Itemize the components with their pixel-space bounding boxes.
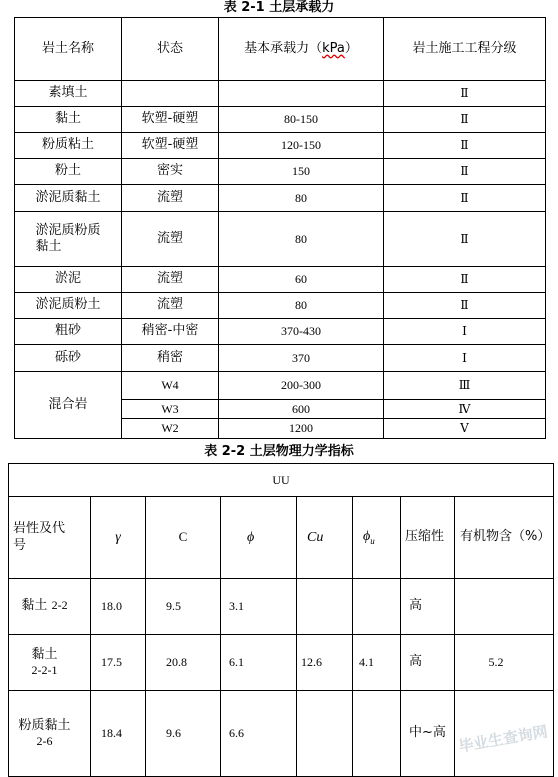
- cell-cu: 12.6: [297, 635, 353, 691]
- cell-state: 稍密-中密: [122, 319, 219, 345]
- header-gamma: [91, 497, 146, 579]
- phi-symbol: ϕ: [247, 529, 255, 545]
- cell-gamma: 17.5: [91, 635, 146, 691]
- cell-state: 稍密: [122, 345, 219, 372]
- table-row: [15, 372, 546, 400]
- header-bearing-capacity-label: 基本承载力（: [244, 40, 323, 56]
- cell-c: 20.8: [146, 635, 221, 691]
- cell-state: 流塑: [122, 267, 219, 293]
- header-phi-u: [353, 497, 401, 579]
- table-row: [15, 212, 546, 267]
- cell-phi: 3.1: [221, 579, 297, 635]
- cell-phi-u: [353, 691, 401, 777]
- table-row: [15, 267, 546, 293]
- header-state: 状态: [122, 18, 219, 81]
- phi-u-symbol: [363, 529, 375, 544]
- phi-u-subscript: u: [370, 535, 375, 546]
- cell-compressibility: 高: [401, 635, 455, 691]
- cell-grade: Ⅲ: [384, 372, 546, 400]
- cell-grade: Ⅱ: [384, 133, 546, 159]
- cell-capacity: 600: [219, 400, 384, 419]
- cell-cu: [297, 579, 353, 635]
- cell-capacity: 80-150: [219, 107, 384, 133]
- cell-phi: 6.6: [221, 691, 297, 777]
- table-row: [15, 293, 546, 319]
- cell-phi-u: 4.1: [353, 635, 401, 691]
- cell-grade: Ⅴ: [384, 419, 546, 439]
- table-header-row: [15, 18, 546, 81]
- table-row: [9, 579, 554, 635]
- cell-grade: Ⅰ: [384, 345, 546, 372]
- cell-organic-content: [455, 579, 554, 635]
- physical-mechanical-index-table: [8, 463, 554, 777]
- cell-organic-content: 5.2: [455, 635, 554, 691]
- cell-capacity: [219, 81, 384, 107]
- cell-c: 9.6: [146, 691, 221, 777]
- cell-grade: Ⅱ: [384, 107, 546, 133]
- cell-grade: Ⅱ: [384, 185, 546, 212]
- cell-capacity: 120-150: [219, 133, 384, 159]
- table-row: [15, 319, 546, 345]
- cu-symbol: Cu: [307, 529, 324, 545]
- cell-soil-name-text: 淤泥质粉质黏土: [35, 222, 101, 254]
- table-row: [15, 159, 546, 185]
- cell-grade: Ⅱ: [384, 293, 546, 319]
- cell-grade: Ⅰ: [384, 319, 546, 345]
- cell-weathering-grade: W4: [122, 372, 219, 400]
- cell-soil-name: [15, 212, 122, 267]
- cell-capacity: 150: [219, 159, 384, 185]
- cell-state: 流塑: [122, 293, 219, 319]
- cell-grade: Ⅱ: [384, 159, 546, 185]
- cell-soil-name: 黏土: [15, 107, 122, 133]
- header-construction-grade: 岩土施工工程分级: [384, 18, 546, 81]
- cell-lithology-code: 2-2: [51, 598, 68, 613]
- cell-soil-name: 砾砂: [15, 345, 122, 372]
- cell-capacity: 370: [219, 345, 384, 372]
- cell-c: 9.5: [146, 579, 221, 635]
- cell-grade: Ⅳ: [384, 400, 546, 419]
- cell-weathering-grade: W2: [122, 419, 219, 439]
- cell-soil-name-mixed-rock: 混合岩: [15, 372, 122, 439]
- table-row: [15, 107, 546, 133]
- cell-capacity: 200-300: [219, 372, 384, 400]
- header-c: [146, 497, 221, 579]
- table-header-row: [9, 497, 554, 579]
- header-bearing-capacity-close: ）: [344, 40, 358, 56]
- phi-u-base: ϕ: [363, 528, 371, 544]
- cell-soil-name: 素填土: [15, 81, 122, 107]
- table-row: [15, 81, 546, 107]
- cell-capacity: 80: [219, 212, 384, 267]
- cell-gamma: 18.0: [91, 579, 146, 635]
- cell-phi-u: [353, 579, 401, 635]
- cell-capacity: 60: [219, 267, 384, 293]
- cell-lithology: [9, 635, 91, 691]
- cell-grade: Ⅱ: [384, 81, 546, 107]
- cell-lithology-code: 2-6: [36, 734, 53, 749]
- cell-capacity: 80: [219, 293, 384, 319]
- c-symbol: C: [178, 528, 188, 544]
- cell-soil-name: 淤泥质粉土: [15, 293, 122, 319]
- cell-phi: 6.1: [221, 635, 297, 691]
- table-row: [15, 133, 546, 159]
- cell-capacity: 1200: [219, 419, 384, 439]
- site-watermark: 毕业生查询网: [457, 722, 549, 756]
- cell-lithology: [9, 579, 91, 635]
- cell-soil-name: 粉质粘土: [15, 133, 122, 159]
- cell-lithology-name: 粉质黏土: [18, 717, 71, 733]
- cell-state: 密实: [122, 159, 219, 185]
- cell-soil-name: 淤泥: [15, 267, 122, 293]
- table-row: [9, 635, 554, 691]
- header-soil-name: 岩土名称: [15, 18, 122, 81]
- cell-capacity: 370-430: [219, 319, 384, 345]
- table-row: [15, 185, 546, 212]
- cell-state: 流塑: [122, 212, 219, 267]
- header-compressibility: 压缩性: [401, 497, 455, 579]
- cell-compressibility: 中~高: [401, 691, 455, 777]
- cell-capacity: 80: [219, 185, 384, 212]
- cell-state: 软塑-硬塑: [122, 107, 219, 133]
- header-organic-content: 有机物含（%）: [455, 497, 554, 579]
- gamma-symbol: γ: [115, 529, 121, 545]
- cell-lithology: [9, 691, 91, 777]
- cell-cu: [297, 691, 353, 777]
- table-2-1-caption: 表 2-1 土层承载力: [223, 0, 335, 15]
- cell-grade: Ⅱ: [384, 212, 546, 267]
- cell-grade: Ⅱ: [384, 267, 546, 293]
- cell-compressibility: 高: [401, 579, 455, 635]
- cell-gamma: 18.4: [91, 691, 146, 777]
- cell-lithology-name: 黏土: [31, 646, 58, 662]
- cell-soil-name: 淤泥质黏土: [15, 185, 122, 212]
- cell-state: 流塑: [122, 185, 219, 212]
- header-lithology: [9, 497, 91, 579]
- header-cu: [297, 497, 353, 579]
- table-row: [15, 345, 546, 372]
- cell-state: 软塑-硬塑: [122, 133, 219, 159]
- bearing-capacity-table: [14, 17, 546, 439]
- table-2-2-caption: 表 2-2 土层物理力学指标: [204, 444, 354, 459]
- header-unit-kpa: kPa: [322, 40, 345, 56]
- table-group-header-row: [9, 464, 554, 497]
- header-uu: UU: [9, 464, 554, 497]
- cell-soil-name: 粉土: [15, 159, 122, 185]
- header-phi: [221, 497, 297, 579]
- cell-soil-name: 粗砂: [15, 319, 122, 345]
- cell-state: [122, 81, 219, 107]
- header-lithology-text: 岩性及代号: [13, 521, 66, 553]
- cell-lithology-code: 2-2-1: [31, 663, 58, 678]
- cell-lithology-name: 黏土: [21, 598, 48, 614]
- cell-weathering-grade: W3: [122, 400, 219, 419]
- header-bearing-capacity: [219, 18, 384, 81]
